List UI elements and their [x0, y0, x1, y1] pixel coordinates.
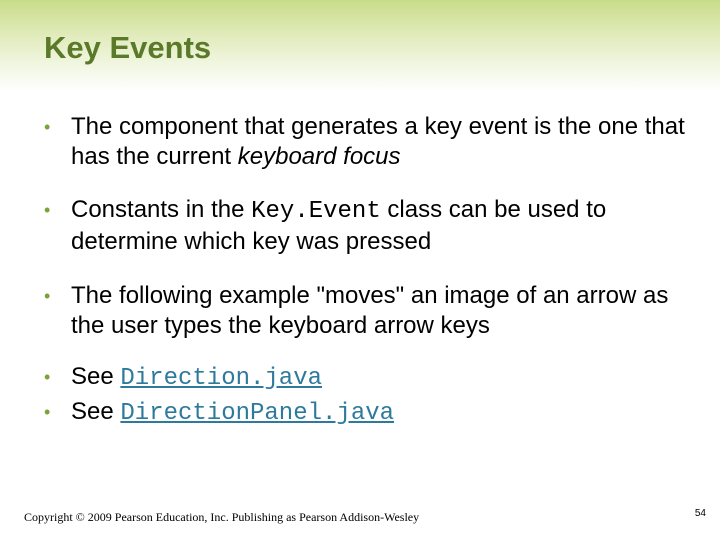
bullet-text-part: class can be used to determine which key was pressed	[71, 196, 607, 255]
bullet-item	[44, 362, 694, 394]
bullet-text-part: Constants in the	[71, 196, 252, 223]
bullet-text-part: The component that generates a key event is the one that has the current	[71, 113, 685, 170]
bullet-dot-icon: •	[44, 200, 51, 220]
bullet-dot-icon: •	[44, 402, 51, 422]
bullet-item	[44, 397, 694, 429]
bullet-text-part: See	[71, 398, 121, 425]
slide-title: Key Events	[44, 30, 212, 65]
direction-java-link[interactable]: Direction.java	[120, 365, 323, 392]
bullet-dot-icon: •	[44, 367, 51, 387]
bullet-text	[71, 195, 694, 257]
page-number: 54	[694, 508, 706, 519]
bullet-text	[71, 397, 694, 429]
bullet-item	[44, 112, 694, 172]
bullet-code: Key.Event	[251, 198, 381, 225]
bullet-dot-icon: •	[44, 286, 51, 306]
direction-panel-java-link[interactable]: DirectionPanel.java	[120, 400, 395, 427]
bullet-text-part: See	[71, 363, 121, 390]
copyright-footer: Copyright © 2009 Pearson Education, Inc. Publishing as Pearson Addison-Wesley	[24, 510, 420, 524]
bullet-emphasis: keyboard focus	[237, 143, 401, 170]
bullet-item	[44, 281, 694, 341]
bullet-item	[44, 195, 694, 257]
bullet-text: The following example "moves" an image of an arrow as the user types the keyboard arrow keys	[71, 282, 669, 339]
bullet-dot-icon: •	[44, 117, 51, 137]
bullet-text	[71, 112, 694, 172]
bullet-text	[71, 362, 694, 394]
